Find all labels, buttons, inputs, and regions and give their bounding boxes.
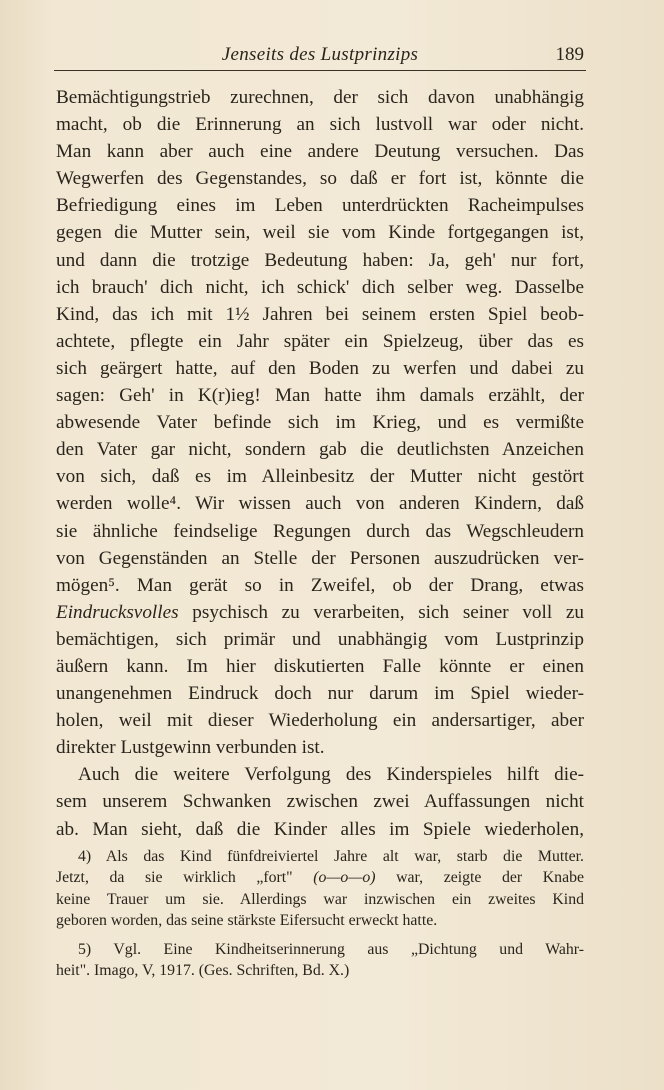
- footnote-line: heit". Imago, V, 1917. (Ges. Schriften, Bd. X.): [56, 961, 350, 979]
- text-line: sagen: Geh' in K(r)ieg! Man hatte ihm damals erzählt, der: [56, 385, 584, 407]
- footnotes: [56, 846, 584, 988]
- text-line: sem unserem Schwanken zwischen zwei Auffassungen nicht: [56, 791, 584, 813]
- text-line: sie ähnliche feindselige Regungen durch das Wegschleudern: [56, 520, 584, 542]
- text-line: mögen⁵. Man gerät so in Zweifel, ob der Drang, etwas: [56, 574, 584, 596]
- text-line: Eindrucksvolles psychisch zu verarbeiten, sich seiner voll zu: [56, 601, 584, 623]
- footnote-line: 4) Als das Kind fünfdreiviertel Jahre alt war, starb die Mutter.: [78, 848, 584, 865]
- text-line: achtete, pflegte ein Jahr später ein Spielzeug, über das es: [56, 330, 584, 352]
- footnote-line: 5) Vgl. Eine Kindheitserinnerung aus „Dichtung und Wahr-: [78, 940, 584, 958]
- text-line: von sich, daß es im Alleinbesitz der Mutter nicht gestört: [56, 466, 584, 488]
- text-line: den Vater gar nicht, sondern gab die deutlichsten Anzeichen: [56, 439, 584, 461]
- text-line: unangenehmen Eindruck doch nur darum im Spiel wieder-: [56, 683, 584, 705]
- text-line: holen, weil mit dieser Wiederholung ein andersartiger, aber: [56, 710, 584, 732]
- text-line: abwesende Vater befinde sich im Krieg, und es vermißte: [56, 412, 584, 434]
- running-title: Jenseits des Lustprinzips: [221, 44, 419, 65]
- text-line: Kind, das ich mit 1½ Jahren bei seinem ersten Spiel beob-: [56, 303, 584, 325]
- footnote-line: Jetzt, da sie wirklich „fort" (o—o—o) war, zeigte der Knabe: [56, 869, 584, 887]
- header-rule: [54, 70, 586, 71]
- footnote-5: [56, 939, 584, 982]
- text-line: Wegwerfen des Gegenstandes, so daß er fort ist, könnte die: [56, 168, 584, 190]
- text-line: sich geärgert hatte, auf den Boden zu werfen und dabei zu: [56, 357, 584, 379]
- footnote-4: [56, 846, 584, 932]
- text-line: ich brauch' dich nicht, ich schick' dich selber weg. Dasselbe: [56, 276, 584, 298]
- text-line: Bemächtigungstrieb zurechnen, der sich davon unabhängig: [56, 87, 584, 108]
- text-line: Man kann aber auch eine andere Deutung versuchen. Das: [56, 141, 584, 163]
- text-line: äußern kann. Im hier diskutierten Falle könnte er einen: [56, 655, 584, 677]
- text-line: ab. Man sieht, daß die Kinder alles im Spiele wiederholen,: [56, 818, 584, 840]
- footnote-line: keine Trauer um sie. Allerdings war inzwischen ein zweites Kind: [56, 890, 584, 908]
- body-text: [56, 84, 584, 843]
- page-number: 189: [555, 44, 584, 65]
- text-line: bemächtigen, sich primär und unabhängig vom Lustprinzip: [56, 628, 584, 650]
- text-line: macht, ob die Erinnerung an sich lustvoll war oder nicht.: [56, 114, 584, 136]
- text-line: Auch die weitere Verfolgung des Kinderspieles hilft die-: [78, 764, 584, 786]
- text-line: und dann die trotzige Bedeutung haben: Ja, geh' nur fort,: [56, 249, 584, 271]
- page-header: [56, 44, 584, 70]
- text-line: direkter Lustgewinn verbunden ist.: [56, 737, 325, 759]
- text-line: werden wolle⁴. Wir wissen auch von anderen Kindern, daß: [56, 493, 584, 515]
- text-line: Befriedigung eines im Leben unterdrückten Racheimpulses: [56, 195, 584, 217]
- text-line: von Gegenständen an Stelle der Personen auszudrücken ver-: [56, 547, 584, 569]
- footnote-line: geboren worden, das seine stärkste Eifersucht erweckt hatte.: [56, 912, 438, 930]
- text-line: gegen die Mutter sein, weil sie vom Kinde fortgegangen ist,: [56, 222, 584, 244]
